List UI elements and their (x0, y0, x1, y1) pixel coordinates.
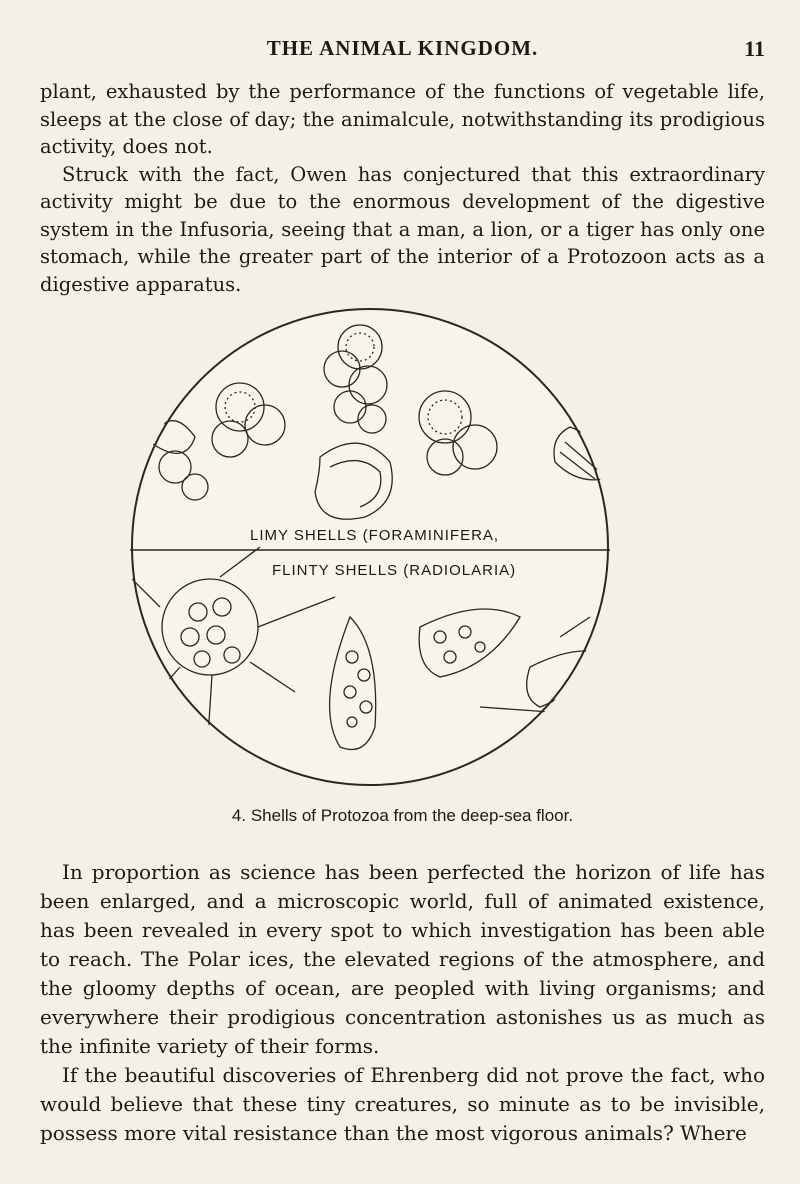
paragraph-continued: plant, exhausted by the performance of the functions of vegetable life, sleeps at the close of day; the animalcule, notwithstanding its prodigious activity, does not. (40, 80, 765, 158)
top-text-block (40, 78, 765, 298)
bottom-text-block (40, 858, 765, 1148)
microscope-field-circle (132, 309, 608, 785)
paragraph-ehrenberg: If the beautiful discoveries of Ehrenberg did not prove the fact, who would believe that these tiny creatures, so minute as to be invisible, possess more vital resistance than the most vigorous animals? Where (40, 1063, 765, 1145)
page-header (40, 36, 765, 64)
paragraph-owen: Struck with the fact, Owen has conjectured that this extraordinary activity might be due to the enormous development of the digestive system in the Infusoria, seeing that a man, a lion, or a tiger has only one stomach, while the greater part of the interior of a Protozoon acts as a digestive apparatus. (40, 162, 765, 296)
protozoa-shells-figure (120, 307, 620, 787)
running-head: THE ANIMAL KINGDOM. (266, 36, 539, 60)
paragraph-horizon: In proportion as science has been perfected the horizon of life has been enlarged, and a microscopic world, full of animated existence, has been revealed in every spot to which investigation has been able to reach. The Polar ices, the elevated regions of the atmosphere, and the gloomy depths of ocean, are peopled with living organisms; and everywhere their prodigious concentration astonishes us as much as the infinite variety of their forms. (40, 860, 765, 1058)
page-number: 11 (744, 36, 765, 61)
figure-caption: 4. Shells of Protozoa from the deep-sea floor. (231, 806, 574, 825)
figure-illustration (120, 307, 620, 787)
limy-shells-label: LIMY SHELLS (FORAMINIFERA, (250, 527, 500, 544)
flinty-shells-label: FLINTY SHELLS (RADIOLARIA) (272, 562, 517, 579)
